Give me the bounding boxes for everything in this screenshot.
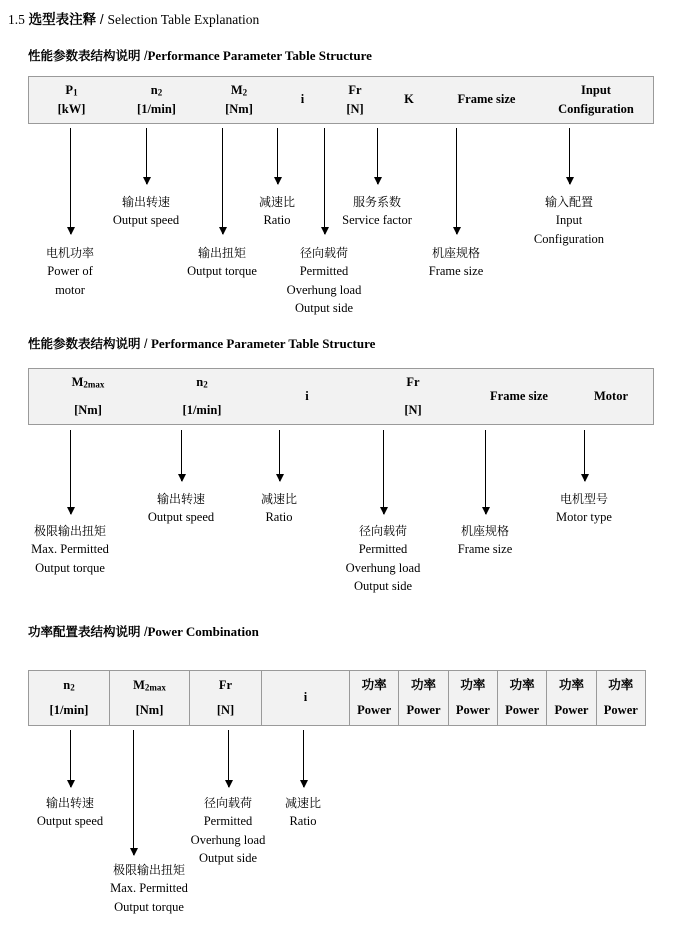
column-line2: Power — [455, 702, 490, 717]
column-line1: M2max — [133, 678, 166, 693]
section-title-cn: 选型表注释 — [28, 12, 97, 27]
caption-cn: 径向载荷 — [358, 524, 408, 538]
arrow-max-output-torque-3 — [133, 730, 134, 855]
caption-en-1: Motor type — [556, 510, 612, 525]
column-line1: Fr — [218, 678, 233, 693]
table-column-i — [279, 77, 326, 123]
caption-overhung-load — [287, 245, 362, 317]
block-heading-perf1 — [28, 46, 372, 64]
table-column-n2 — [29, 671, 109, 725]
caption-en-1: Output torque — [187, 264, 257, 279]
column-line2: [1/min] — [137, 102, 176, 117]
column-line1: P1 — [65, 82, 78, 98]
block-heading-cn: 性能参数表结构说明 — [28, 337, 141, 351]
table-column-i — [261, 671, 349, 725]
column-line1: 功率 — [509, 678, 535, 693]
caption-cn: 减速比 — [260, 492, 298, 506]
table-column-k — [384, 77, 434, 123]
caption-cn: 输出扭矩 — [197, 246, 247, 260]
arrow-ratio-2 — [279, 430, 280, 481]
caption-en-1: Frame size — [428, 264, 484, 279]
caption-en-2: Configuration — [533, 231, 605, 246]
caption-service-factor — [342, 194, 412, 230]
table-column-motor — [569, 369, 653, 424]
column-line1: 功率 — [410, 678, 436, 693]
column-line1: Input — [581, 82, 611, 97]
arrow-overhung-load-3 — [228, 730, 229, 787]
column-line2: Power — [554, 702, 589, 717]
table-column-fr — [357, 369, 469, 424]
arrow-output-speed — [146, 128, 147, 184]
table-column-n2 — [147, 369, 257, 424]
section-number: 1.5 — [8, 12, 25, 27]
caption-cn: 电机型号 — [559, 492, 608, 506]
table-column-power-3 — [448, 671, 497, 725]
column-line1: 功率 — [558, 678, 584, 693]
table-column-input-configuration — [539, 77, 653, 123]
arrow-motor-type — [584, 430, 585, 481]
caption-cn: 输出转速 — [156, 492, 205, 506]
arrow-overhung-load-2 — [383, 430, 384, 514]
table-column-i — [257, 369, 357, 424]
caption-output-torque — [187, 245, 257, 281]
caption-cn: 减速比 — [258, 195, 296, 209]
column-line1: M2 — [230, 82, 248, 98]
caption-en-1: Ratio — [263, 213, 291, 228]
caption-cn: 输出转速 — [121, 195, 170, 209]
column-line1: 功率 — [460, 678, 486, 693]
caption-overhung-load-2 — [346, 523, 421, 595]
section-title-en: Selection Table Explanation — [107, 12, 260, 27]
caption-en-1: Max. Permitted — [110, 881, 188, 896]
caption-cn: 减速比 — [284, 796, 322, 810]
column-line1: M2max — [71, 375, 105, 390]
column-line2: [N] — [404, 402, 422, 417]
caption-cn: 输出转速 — [45, 796, 94, 810]
table-column-power-4 — [497, 671, 546, 725]
column-line2: [kW] — [57, 102, 86, 117]
caption-en-3: Output side — [199, 850, 257, 865]
caption-en-2: Overhung load — [345, 560, 421, 575]
caption-en-3: Output side — [354, 578, 412, 593]
caption-motor-type — [556, 491, 612, 527]
section-separator: / — [99, 12, 104, 27]
column-line2: [1/min] — [182, 402, 222, 417]
caption-ratio — [259, 194, 295, 230]
arrow-output-speed-2 — [181, 430, 182, 481]
section-heading — [8, 8, 259, 28]
caption-cn: 径向载荷 — [203, 796, 253, 810]
arrow-overhung-load — [324, 128, 325, 234]
caption-ratio-2 — [261, 491, 297, 527]
table-perf2 — [28, 368, 654, 425]
caption-input-configuration — [534, 194, 604, 248]
block-heading-power — [28, 622, 259, 640]
column-line2: Power — [603, 702, 638, 717]
arrow-output-torque — [222, 128, 223, 234]
column-line2: [N] — [346, 102, 364, 116]
arrow-ratio-3 — [303, 730, 304, 787]
column-line1: Fr — [348, 82, 362, 97]
column-line2: [1/min] — [49, 702, 89, 717]
column-line2: Configuration — [558, 102, 634, 116]
column-line1: i — [300, 92, 305, 107]
caption-en-1: Output speed — [112, 213, 180, 228]
arrow-ratio — [277, 128, 278, 184]
column-line2: [Nm] — [225, 102, 253, 117]
caption-overhung-load-3 — [191, 795, 266, 867]
caption-cn: 输入配置 — [544, 195, 594, 209]
caption-en-1: Input — [555, 213, 583, 228]
arrow-max-output-torque — [70, 430, 71, 514]
caption-output-speed — [113, 194, 179, 230]
table-column-power-6 — [596, 671, 645, 725]
caption-en-3: Output side — [295, 300, 353, 315]
column-line2: [Nm] — [135, 702, 164, 717]
column-line1: 功率 — [361, 678, 387, 693]
block-heading-en: Performance Parameter Table Structure — [147, 48, 372, 63]
table-column-m2 — [199, 77, 279, 123]
table-column-fr — [189, 671, 261, 725]
column-line2: Power — [406, 702, 441, 717]
table-column-m2max — [109, 671, 189, 725]
arrow-frame-size — [456, 128, 457, 234]
caption-en-1: Service factor — [342, 213, 412, 228]
table-perf1 — [28, 76, 654, 124]
block-heading-separator: / — [144, 337, 148, 351]
caption-en-1: Power of — [47, 264, 93, 279]
caption-en-1: Output speed — [36, 814, 104, 829]
table-column-m2max — [29, 369, 147, 424]
table-column-power-2 — [398, 671, 447, 725]
caption-en-2: motor — [55, 282, 85, 297]
caption-cn: 径向载荷 — [299, 246, 349, 260]
arrow-output-speed-3 — [70, 730, 71, 787]
column-line1: Frame size — [457, 92, 516, 107]
caption-en-1: Permitted — [299, 264, 349, 279]
block-heading-separator: / — [144, 625, 148, 639]
caption-en-1: Frame size — [457, 542, 513, 557]
column-line1: Motor — [593, 388, 628, 403]
caption-cn: 机座规格 — [460, 524, 509, 538]
block-heading-en: Power Combination — [147, 624, 259, 639]
caption-en-2: Overhung load — [190, 832, 266, 847]
caption-en-1: Ratio — [265, 510, 293, 525]
caption-en-2: Overhung load — [286, 282, 362, 297]
caption-en-1: Max. Permitted — [31, 542, 109, 557]
arrow-input-configuration — [569, 128, 570, 184]
block-heading-separator: / — [144, 49, 148, 63]
caption-output-speed-2 — [148, 491, 214, 527]
caption-en-1: Permitted — [203, 814, 253, 829]
column-line2: [Nm] — [74, 402, 102, 417]
caption-en-2: Output torque — [114, 899, 184, 914]
arrow-service-factor — [377, 128, 378, 184]
block-heading-cn: 功率配置表结构说明 — [28, 625, 141, 639]
column-line1: K — [404, 92, 414, 107]
caption-cn: 极限输出扭矩 — [112, 863, 186, 877]
table-column-frame-size — [469, 369, 569, 424]
arrow-frame-size-2 — [485, 430, 486, 514]
caption-ratio-3 — [285, 795, 321, 831]
table-column-frame-size — [434, 77, 539, 123]
block-heading-cn: 性能参数表结构说明 — [28, 49, 141, 63]
column-line1: Frame size — [490, 388, 548, 403]
caption-cn: 电机功率 — [45, 246, 95, 260]
caption-en-1: Ratio — [289, 814, 317, 829]
caption-cn: 服务系数 — [352, 195, 402, 209]
table-column-power-5 — [546, 671, 595, 725]
caption-en-1: Permitted — [358, 542, 408, 557]
caption-en-1: Output speed — [147, 510, 215, 525]
caption-cn: 机座规格 — [431, 246, 480, 260]
table-column-fr — [326, 77, 384, 123]
column-line1: i — [303, 690, 308, 705]
column-line2: [N] — [216, 702, 235, 717]
caption-max-output-torque-3 — [110, 862, 188, 916]
caption-frame-size-2 — [458, 523, 513, 559]
caption-frame-size — [429, 245, 484, 281]
column-line2: Power — [357, 702, 392, 717]
block-heading-perf2 — [28, 334, 375, 352]
caption-max-output-torque — [31, 523, 109, 577]
arrow-power-of-motor — [70, 128, 71, 234]
column-line2: Power — [505, 702, 540, 717]
caption-en-2: Output torque — [35, 560, 105, 575]
column-line1: Fr — [406, 375, 420, 390]
column-line1: n2 — [196, 375, 208, 390]
table-column-p1 — [29, 77, 114, 123]
column-line1: 功率 — [608, 678, 634, 693]
caption-cn: 极限输出扭矩 — [33, 524, 107, 538]
block-heading-en: Performance Parameter Table Structure — [150, 336, 376, 351]
table-power-combination — [28, 670, 646, 726]
caption-output-speed-3 — [37, 795, 103, 831]
table-column-n2 — [114, 77, 199, 123]
column-line1: n2 — [63, 678, 75, 693]
column-line1: i — [305, 388, 309, 403]
caption-power-of-motor — [46, 245, 94, 299]
column-line1: n2 — [150, 82, 163, 98]
table-column-power-1 — [349, 671, 398, 725]
